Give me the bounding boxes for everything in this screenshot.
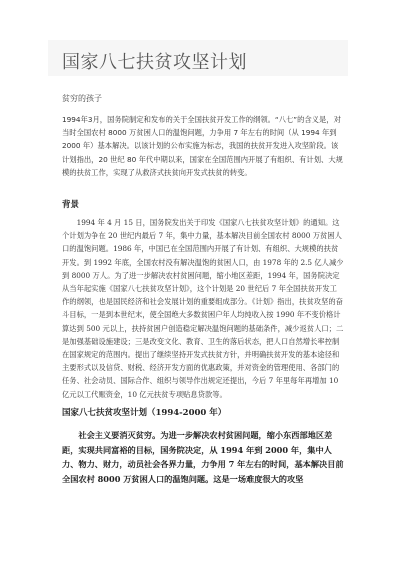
background-paragraph (62, 216, 344, 401)
author-name: 贫穷的孩子 (62, 94, 102, 103)
plan-text: 社会主义要消灭贫穷。为进一步解决农村贫困问题，缩小东西部地区差距，实现共同富裕的目标，国务院决定，从 1994 年到 2000 年，集中人力、物力、财力，动员社会各界力量，力争用 7 年左右的时间，基本解决目前全国农村 8000 万贫困人口的温饱问题。这是一场难度很大的攻坚 (62, 430, 344, 484)
intro-paragraph (62, 113, 344, 179)
plan-paragraph (62, 428, 344, 486)
page-title: 国家八七扶贫攻坚计划 (62, 52, 247, 73)
section-heading-plan: 国家八七扶贫攻坚计划（1994-2000 年） (62, 408, 227, 418)
intro-text: 1994年3月，国务院制定和发布的关于全国扶贫开发工作的纲领。“八七”的含义是，对当时全国农村 8000 万贫困人口的温饱问题，力争用 7 年左右的时间（从 1994 年到 2000 年）基本解决。以该计划的公布实施为标志，我国的扶贫开发进入攻坚阶段。该计划指出，20 世纪 80 年代中期以来，国家在全国范围内开展了有组织、有计划、大规模的扶贫工作，实现了从救济式扶贫向开发式扶贫的转变。 (62, 115, 343, 177)
background-text: 1994 年 4 月 15 日，国务院发出关于印发《国家八七扶贫攻坚计划》的通知。这个计划为争在 20 世纪内最后 7 年，集中力量，基本解决目前全国农村 8000 万贫困人口的温饱问题。1986 年，中国已在全国范围内开展了有计划、有组织、大规模的扶贫开发。到 1992 年底，全国农村没有解决温饱的贫困人口，由 1978 年的 2.5 亿人减少到 8000 万人。为了进一步解决农村贫困问题，缩小地区差距，1994 年，国务院决定从当年起实施《国家八七扶贫攻坚计划》，这个计划是 20 世纪后 7 年全国扶贫开发工作的纲领，也是国民经济和社会发展计划的重要组成部分。《计划》指出，扶贫攻坚的奋斗目标，一是到本世纪末，使全国绝大多数贫困户年人均纯收入按 1990 年不变价格计算达到 500 元以上，扶持贫困户创造稳定解决温饱问题的基础条件，减少返贫人口；二是加强基础设施建设；三是改变文化、教育、卫生的落后状态，把人口自然增长率控制在国家规定的范围内。提出了继续坚持开发式扶贫方针，并明确扶贫开发的基本途径和主要形式以及信贷、财税、经济开发方面的优惠政策，并对资金的管理使用、各部门的任务、社会动员、国际合作、组织与领导作出规定还提出，今后 7 年里每年再增加 10 亿元以工代赈资金，10 亿元扶贫专项贴息贷款等。 (62, 218, 344, 399)
section-heading-background: 背景 (62, 200, 80, 210)
